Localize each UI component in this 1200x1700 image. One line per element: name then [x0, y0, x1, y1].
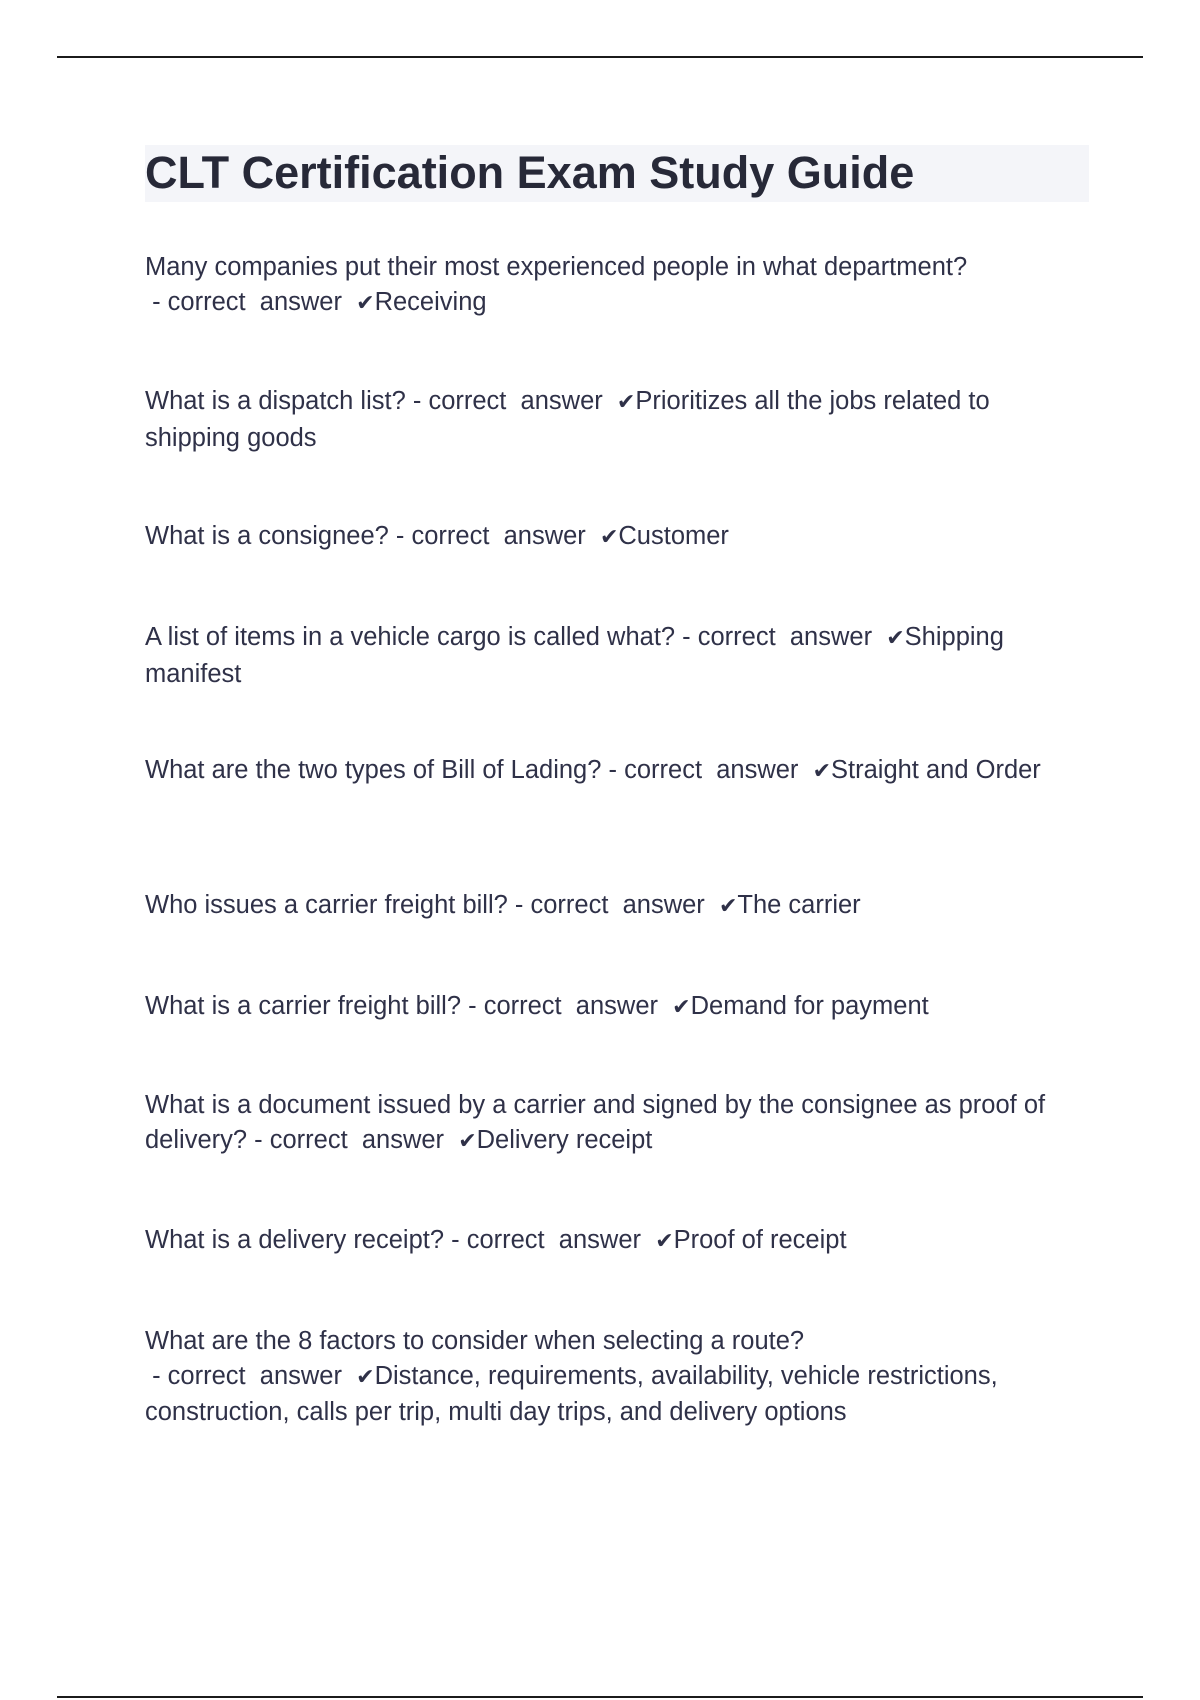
question-text: What is a delivery receipt?: [145, 1226, 445, 1254]
check-mark-icon: ✔: [886, 626, 905, 651]
answer-text: Delivery receipt: [476, 1125, 653, 1154]
page-title: CLT Certification Exam Study Guide: [145, 147, 915, 198]
qa-item: [145, 1324, 1090, 1430]
check-mark-icon: ✔: [718, 894, 738, 919]
question-text: A list of items in a vehicle cargo is called what?: [145, 623, 676, 651]
qa-item: [145, 1088, 1090, 1159]
answer-separator: - correct answer: [444, 1226, 656, 1254]
check-mark-icon: ✔: [616, 390, 636, 415]
answer-separator: - correct answer: [405, 387, 617, 415]
question-text: Who issues a carrier freight bill?: [145, 891, 508, 919]
qa-item: [145, 250, 1090, 321]
answer-text: Prioritizes all the jobs related to shipping goods: [145, 387, 990, 452]
qa-item: [145, 753, 1090, 790]
check-mark-icon: ✔: [812, 759, 832, 784]
answer-text: Distance, requirements, availability, vehicle restrictions, construction, calls per trip, multi day trips, and delivery options: [145, 1361, 998, 1426]
answer-separator: - correct answer: [601, 756, 813, 784]
qa-item: [145, 989, 1090, 1026]
question-text: What is a document issued by a carrier and signed by the consignee as proof of delivery?: [145, 1091, 1046, 1154]
check-mark-icon: ✔: [356, 1364, 375, 1390]
qa-item: [145, 1223, 1090, 1260]
answer-text: Demand for payment: [690, 992, 929, 1020]
check-mark-icon: ✔: [599, 525, 619, 550]
answer-text: Shipping manifest: [145, 623, 1004, 688]
check-mark-icon: ✔: [458, 1128, 477, 1154]
title-block: [145, 145, 1089, 202]
question-text: What is a dispatch list?: [145, 387, 406, 415]
qa-item: [145, 620, 1090, 691]
question-text: What are the two types of Bill of Lading?: [145, 756, 602, 784]
question-text: What is a consignee?: [145, 522, 389, 550]
answer-text: Straight and Order: [831, 756, 1041, 784]
answer-text: Proof of receipt: [673, 1226, 847, 1254]
answer-text: The carrier: [737, 891, 861, 919]
answer-separator: - correct answer: [507, 891, 719, 919]
answer-separator: - correct answer: [247, 1125, 459, 1154]
question-text: Many companies put their most experienced people in what department?: [145, 253, 968, 281]
answer-separator: - correct answer: [675, 623, 887, 651]
qa-item: [145, 888, 1090, 925]
question-text: What is a carrier freight bill?: [145, 992, 462, 1020]
answer-separator: - correct answer: [461, 992, 673, 1020]
question-text: What are the 8 factors to consider when selecting a route?: [145, 1327, 805, 1355]
header-rule: [57, 56, 1143, 58]
answer-text: Receiving: [374, 287, 487, 316]
answer-separator: - correct answer: [145, 1361, 357, 1390]
check-mark-icon: ✔: [655, 1229, 674, 1254]
answer-text: Customer: [618, 522, 729, 550]
qa-item: [145, 519, 1090, 556]
answer-separator: - correct answer: [388, 522, 600, 550]
qa-item: [145, 384, 1090, 455]
answer-separator: - correct answer: [145, 287, 357, 316]
footer-rule: [57, 1696, 1143, 1698]
check-mark-icon: ✔: [672, 995, 691, 1020]
check-mark-icon: ✔: [356, 290, 375, 316]
